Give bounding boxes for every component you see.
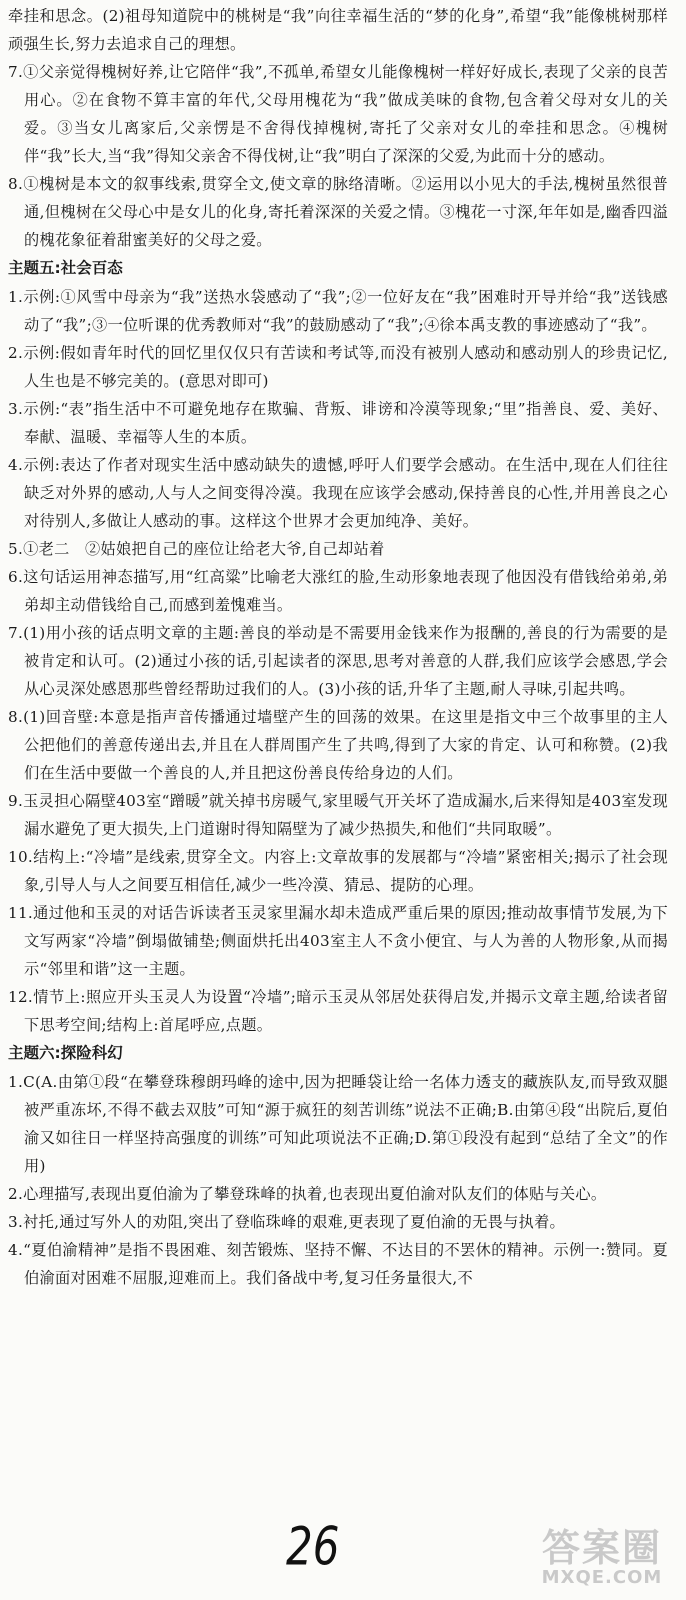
answer-paragraph: 2.示例:假如青年时代的回忆里仅仅只有苦读和考试等,而没有被别人感动和感动别人的珍贵记忆,人生也是不够完美的。(意思对即可): [8, 344, 668, 390]
answer-paragraph: 3.示例:“表”指生活中不可避免地存在欺骗、背叛、诽谤和冷漠等现象;“里”指善良、爱、美好、奉献、温暖、幸福等人生的本质。: [8, 400, 668, 446]
answer-paragraph: 4.示例:表达了作者对现实生活中感动缺失的遗憾,呼吁人们要学会感动。在生活中,现在人们往往缺乏对外界的感动,人与人之间变得冷漠。我现在应该学会感动,保持善良的心性,并用善良之心对待别人,多做让人感动的事。这样这个世界才会更加纯净、美好。: [8, 456, 668, 530]
answer-paragraph: 牵挂和思念。(2)祖母知道院中的桃树是“我”向往幸福生活的“梦的化身”,希望“我”能像桃树那样顽强生长,努力去追求自己的理想。: [8, 7, 668, 53]
answer-paragraph: 6.这句话运用神态描写,用“红高粱”比喻老大涨红的脸,生动形象地表现了他因没有借钱给弟弟,弟弟却主动借钱给自己,而感到羞愧难当。: [8, 568, 668, 614]
answer-paragraph: 4.“夏伯渝精神”是指不畏困难、刻苦锻炼、坚持不懈、不达目的不罢休的精神。示例一:赞同。夏伯渝面对困难不屈服,迎难而上。我们备战中考,复习任务量很大,不: [8, 1241, 668, 1287]
answer-paragraph: 7.①父亲觉得槐树好养,让它陪伴“我”,不孤单,希望女儿能像槐树一样好好成长,表现了父亲的良苦用心。②在食物不算丰富的年代,父母用槐花为“我”做成美味的食物,包含着父母对女儿的关爱。③当女儿离家后,父亲愣是不舍得伐掉槐树,寄托了父亲对女儿的牵挂和思念。④槐树伴“我”长大,当“我”得知父亲舍不得伐树,让“我”明白了深深的父爱,为此而十分的感动。: [8, 63, 668, 165]
answer-paragraph: 8.①槐树是本文的叙事线索,贯穿全文,使文章的脉络清晰。②运用以小见大的手法,槐树虽然很普通,但槐树在父母心中是女儿的化身,寄托着深深的关爱之情。③槐花一寸深,年年如是,幽香四溢的槐花象征着甜蜜美好的父母之爱。: [8, 175, 668, 249]
site-watermark: [528, 1528, 676, 1592]
answer-paragraph: 2.心理描写,表现出夏伯渝为了攀登珠峰的执着,也表现出夏伯渝对队友们的体贴与关心。: [8, 1185, 607, 1203]
section-title: 主题五:社会百态: [8, 259, 123, 277]
watermark-logo-text: 答案圈: [541, 1526, 662, 1570]
page-number: 26: [286, 1515, 340, 1578]
answer-paragraph: 7.(1)用小孩的话点明文章的主题:善良的举动是不需要用金钱来作为报酬的,善良的行为需要的是被肯定和认可。(2)通过小孩的话,引起读者的深思,思考对善意的人群,我们应该学会感恩,学会从心灵深处感恩那些曾经帮助过我们的人。(3)小孩的话,升华了主题,耐人寻味,引起共鸣。: [8, 624, 668, 698]
answer-paragraph: 8.(1)回音壁:本意是指声音传播通过墙壁产生的回荡的效果。在这里是指文中三个故事里的主人公把他们的善意传递出去,并且在人群周围产生了共鸣,得到了大家的肯定、认可和称赞。(2)我们在生活中要做一个善良的人,并且把这份善良传给身边的人们。: [8, 708, 668, 782]
answer-paragraph: 10.结构上:“冷墙”是线索,贯穿全文。内容上:文章故事的发展都与“冷墙”紧密相关;揭示了社会现象,引导人与人之间要互相信任,减少一些冷漠、猜忌、提防的心理。: [8, 848, 668, 894]
answer-paragraph: 1.C(A.由第①段“在攀登珠穆朗玛峰的途中,因为把睡袋让给一名体力透支的藏族队友,而导致双腿被严重冻坏,不得不截去双肢”可知“源于疯狂的刻苦训练”说法不正确;B.由第④段“出院后,夏伯渝又如往日一样坚持高强度的训练”可知此项说法不正确;D.第①段没有起到“总结了全文”的作用): [8, 1073, 668, 1175]
answer-paragraph: 12.情节上:照应开头玉灵人为设置“冷墙”;暗示玉灵从邻居处获得启发,并揭示文章主题,给读者留下思考空间;结构上:首尾呼应,点题。: [8, 988, 668, 1034]
answer-page: [8, 2, 668, 1292]
section-title: 主题六:探险科幻: [8, 1044, 123, 1062]
answer-paragraph: 5.①老二 ②姑娘把自己的座位让给老大爷,自己却站着: [8, 540, 385, 558]
answer-paragraph: 3.衬托,通过写外人的劝阻,突出了登临珠峰的艰难,更表现了夏伯渝的无畏与执着。: [8, 1213, 566, 1231]
answer-paragraph: 1.示例:①风雪中母亲为“我”送热水袋感动了“我”;②一位好友在“我”困难时开导并给“我”送钱感动了“我”;③一位听课的优秀教师对“我”的鼓励感动了“我”;④徐本禹支教的事迹感动了“我”。: [8, 288, 668, 334]
watermark-url: MXQE.COM: [541, 1567, 663, 1588]
answer-paragraph: 9.玉灵担心隔壁403室“蹭暖”就关掉书房暖气,家里暖气开关坏了造成漏水,后来得知是403室发现漏水避免了更大损失,上门道谢时得知隔壁为了减少热损失,和他们“共同取暖”。: [8, 792, 668, 838]
answer-paragraph: 11.通过他和玉灵的对话告诉读者玉灵家里漏水却未造成严重后果的原因;推动故事情节发展,为下文写两家“冷墙”倒塌做铺垫;侧面烘托出403室主人不贪小便宜、与人为善的人物形象,从而揭示“邻里和谐”这一主题。: [8, 904, 668, 978]
